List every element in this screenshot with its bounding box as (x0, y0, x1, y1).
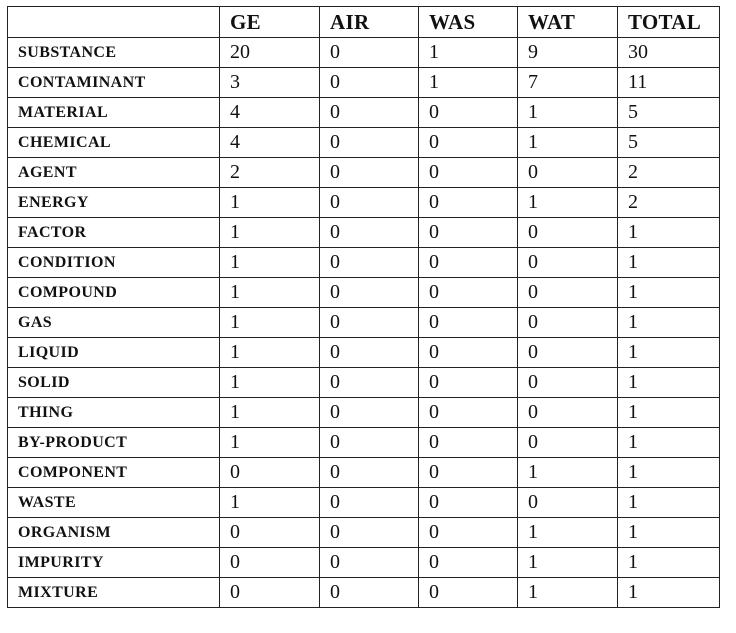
cell-was: 0 (419, 518, 518, 548)
column-header-was: WAS (419, 7, 518, 38)
cell-ge: 4 (220, 128, 320, 158)
cell-air: 0 (320, 488, 419, 518)
cell-was: 0 (419, 308, 518, 338)
cell-total: 5 (618, 98, 720, 128)
cell-total: 1 (618, 518, 720, 548)
row-label: AGENT (8, 158, 220, 188)
table-row (8, 188, 720, 218)
cell-ge: 1 (220, 248, 320, 278)
cell-ge: 1 (220, 338, 320, 368)
cell-was: 0 (419, 278, 518, 308)
cell-air: 0 (320, 128, 419, 158)
cell-ge: 0 (220, 548, 320, 578)
row-label: CONDITION (8, 248, 220, 278)
table-header (8, 7, 720, 38)
cell-total: 1 (618, 578, 720, 608)
cell-wat: 1 (518, 128, 618, 158)
cell-ge: 20 (220, 38, 320, 68)
cell-ge: 1 (220, 308, 320, 338)
cell-ge: 4 (220, 98, 320, 128)
cell-wat: 1 (518, 98, 618, 128)
cell-total: 1 (618, 398, 720, 428)
cell-air: 0 (320, 368, 419, 398)
cell-wat: 0 (518, 248, 618, 278)
cell-was: 0 (419, 248, 518, 278)
cell-total: 1 (618, 548, 720, 578)
column-header-wat: WAT (518, 7, 618, 38)
table-row (8, 368, 720, 398)
cell-ge: 1 (220, 218, 320, 248)
row-label: BY-PRODUCT (8, 428, 220, 458)
table-row (8, 38, 720, 68)
cell-was: 1 (419, 38, 518, 68)
cell-wat: 0 (518, 488, 618, 518)
cell-was: 0 (419, 128, 518, 158)
row-label: COMPONENT (8, 458, 220, 488)
table-body (8, 38, 720, 608)
cell-was: 0 (419, 428, 518, 458)
cell-wat: 0 (518, 308, 618, 338)
row-label: GAS (8, 308, 220, 338)
row-label: FACTOR (8, 218, 220, 248)
row-label: WASTE (8, 488, 220, 518)
cell-total: 2 (618, 188, 720, 218)
cell-total: 11 (618, 68, 720, 98)
header-corner (8, 7, 220, 38)
table-row (8, 488, 720, 518)
cell-total: 1 (618, 248, 720, 278)
cell-total: 1 (618, 368, 720, 398)
column-header-ge: GE (220, 7, 320, 38)
cell-air: 0 (320, 458, 419, 488)
table-row (8, 518, 720, 548)
cell-was: 0 (419, 488, 518, 518)
cell-wat: 9 (518, 38, 618, 68)
row-label: ENERGY (8, 188, 220, 218)
row-label: SOLID (8, 368, 220, 398)
header-row (8, 7, 720, 38)
cell-total: 1 (618, 458, 720, 488)
cell-wat: 1 (518, 578, 618, 608)
cell-air: 0 (320, 248, 419, 278)
cell-wat: 0 (518, 398, 618, 428)
cell-air: 0 (320, 428, 419, 458)
row-label: CHEMICAL (8, 128, 220, 158)
column-header-air: AIR (320, 7, 419, 38)
cell-air: 0 (320, 548, 419, 578)
table-container (7, 6, 720, 608)
cell-wat: 1 (518, 518, 618, 548)
cell-wat: 0 (518, 158, 618, 188)
cell-air: 0 (320, 578, 419, 608)
cell-total: 1 (618, 218, 720, 248)
cell-wat: 0 (518, 278, 618, 308)
cell-was: 0 (419, 578, 518, 608)
data-table (7, 6, 720, 608)
table-row (8, 248, 720, 278)
cell-ge: 1 (220, 278, 320, 308)
cell-was: 1 (419, 68, 518, 98)
cell-air: 0 (320, 338, 419, 368)
table-row (8, 128, 720, 158)
cell-ge: 3 (220, 68, 320, 98)
cell-total: 2 (618, 158, 720, 188)
cell-was: 0 (419, 218, 518, 248)
table-row (8, 218, 720, 248)
cell-wat: 0 (518, 428, 618, 458)
table-row (8, 158, 720, 188)
table-row (8, 68, 720, 98)
cell-was: 0 (419, 368, 518, 398)
table-row (8, 308, 720, 338)
cell-ge: 0 (220, 578, 320, 608)
cell-total: 1 (618, 488, 720, 518)
row-label: LIQUID (8, 338, 220, 368)
cell-total: 1 (618, 308, 720, 338)
cell-air: 0 (320, 38, 419, 68)
cell-ge: 1 (220, 428, 320, 458)
cell-total: 1 (618, 278, 720, 308)
row-label: IMPURITY (8, 548, 220, 578)
cell-air: 0 (320, 518, 419, 548)
cell-ge: 1 (220, 488, 320, 518)
cell-total: 1 (618, 338, 720, 368)
row-label: MATERIAL (8, 98, 220, 128)
table-row (8, 278, 720, 308)
cell-wat: 1 (518, 458, 618, 488)
row-label: COMPOUND (8, 278, 220, 308)
table-row (8, 578, 720, 608)
row-label: CONTAMINANT (8, 68, 220, 98)
cell-air: 0 (320, 278, 419, 308)
table-row (8, 98, 720, 128)
table-row (8, 398, 720, 428)
row-label: ORGANISM (8, 518, 220, 548)
cell-air: 0 (320, 218, 419, 248)
cell-ge: 2 (220, 158, 320, 188)
cell-ge: 1 (220, 398, 320, 428)
cell-was: 0 (419, 338, 518, 368)
cell-ge: 0 (220, 458, 320, 488)
table-row (8, 458, 720, 488)
cell-total: 30 (618, 38, 720, 68)
table-row (8, 338, 720, 368)
table-row (8, 548, 720, 578)
cell-wat: 1 (518, 548, 618, 578)
cell-wat: 0 (518, 338, 618, 368)
cell-total: 1 (618, 428, 720, 458)
cell-air: 0 (320, 68, 419, 98)
cell-was: 0 (419, 158, 518, 188)
cell-wat: 7 (518, 68, 618, 98)
cell-wat: 0 (518, 368, 618, 398)
cell-wat: 1 (518, 188, 618, 218)
row-label: THING (8, 398, 220, 428)
cell-air: 0 (320, 158, 419, 188)
row-label: SUBSTANCE (8, 38, 220, 68)
cell-total: 5 (618, 128, 720, 158)
cell-was: 0 (419, 548, 518, 578)
cell-wat: 0 (518, 218, 618, 248)
cell-air: 0 (320, 308, 419, 338)
cell-was: 0 (419, 398, 518, 428)
cell-ge: 1 (220, 188, 320, 218)
cell-ge: 1 (220, 368, 320, 398)
cell-ge: 0 (220, 518, 320, 548)
cell-air: 0 (320, 98, 419, 128)
cell-was: 0 (419, 188, 518, 218)
cell-air: 0 (320, 398, 419, 428)
column-header-total: TOTAL (618, 7, 720, 38)
table-row (8, 428, 720, 458)
cell-was: 0 (419, 98, 518, 128)
cell-was: 0 (419, 458, 518, 488)
cell-air: 0 (320, 188, 419, 218)
row-label: MIXTURE (8, 578, 220, 608)
